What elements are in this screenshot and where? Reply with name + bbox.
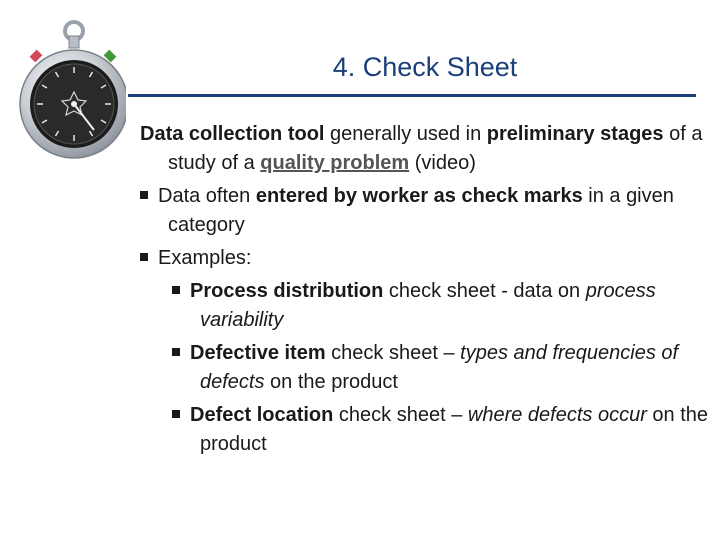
- sub3-text-4: on the product: [200, 404, 709, 455]
- slide-title: 4. Check Sheet: [332, 52, 518, 82]
- square-bullet-icon: [140, 253, 148, 261]
- sub1-text-italic-3: process variability: [200, 280, 656, 331]
- sub2-text-bold-1: Defective item: [190, 342, 326, 364]
- sub1-text-2: check sheet - data on: [383, 280, 586, 302]
- stopwatch-icon: [14, 18, 126, 168]
- intro-text-6: (video): [409, 152, 476, 174]
- square-bullet-icon: [172, 286, 180, 294]
- bullet1-text-bold-2: entered by worker as check marks: [255, 185, 583, 207]
- quality-problem-link[interactable]: quality problem: [260, 152, 410, 174]
- intro-text-bold-3: preliminary stages: [486, 123, 664, 145]
- square-bullet-icon: [172, 410, 180, 418]
- bullet-item-2: [140, 244, 712, 273]
- intro-text-2: generally used in: [324, 123, 487, 145]
- sub3-text-italic-3: where defects occur: [467, 404, 647, 426]
- sub-bullet-item-2: [172, 339, 712, 397]
- intro-text-bold-1: Data collection tool: [140, 123, 325, 145]
- sub2-text-2: check sheet –: [325, 342, 461, 364]
- square-bullet-icon: [140, 191, 148, 199]
- sub-bullet-item-1: [172, 277, 712, 335]
- sub-bullet-item-3: [172, 401, 712, 459]
- sub2-text-4: on the product: [264, 371, 398, 393]
- sub3-text-bold-1: Defect location: [190, 404, 334, 426]
- bullet1-text-3: in a given category: [168, 185, 674, 236]
- bullet2-text-1: Examples:: [158, 247, 252, 269]
- sub1-text-bold-1: Process distribution: [190, 280, 384, 302]
- title-divider: [128, 94, 696, 97]
- bullet1-text-1: Data often: [158, 185, 256, 207]
- slide-body: [140, 120, 712, 463]
- intro-text-4: of a study of a: [168, 123, 703, 174]
- square-bullet-icon: [172, 348, 180, 356]
- sub3-text-2: check sheet –: [333, 404, 468, 426]
- sub-bullet-list: [172, 277, 712, 459]
- intro-paragraph: [140, 120, 712, 178]
- bullet-item-1: [140, 182, 712, 240]
- sub2-text-italic-3: types and frequencies of defects: [200, 342, 679, 393]
